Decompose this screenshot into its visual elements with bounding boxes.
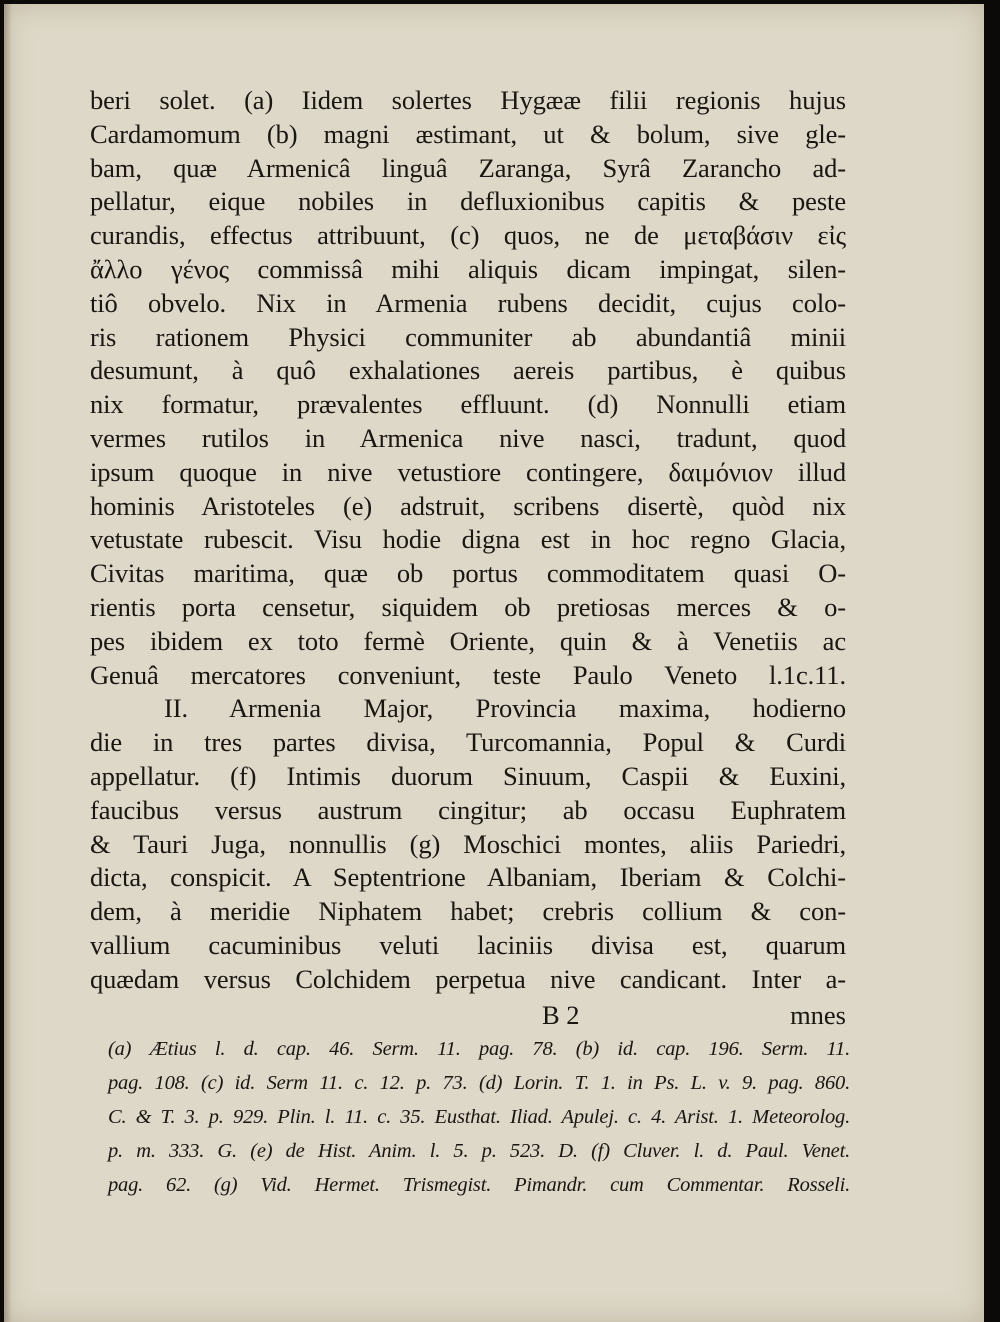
footnote-line: pag. 108. (c) id. Serm 11. c. 12. p. 73. (d) Lorin. T. 1. in Ps. L. v. 9. pag. 860. [108, 1072, 850, 1094]
text-line: faucibus versus austrum cingitur; ab occasu Euphratem [90, 794, 846, 825]
section-heading-line: II. Armenia Major, Provincia maxima, hodierno [164, 693, 846, 724]
text-line: hominis Aristoteles (e) adstruit, scribens disertè, quòd nix [90, 490, 846, 521]
text-line: vermes rutilos in Armenica nive nasci, tradunt, quod [90, 422, 846, 453]
text-line: tiô obvelo. Nix in Armenia rubens decidit, cujus colo- [90, 287, 846, 318]
text-line: Genuâ mercatores conveniunt, teste Paulo Veneto l.1c.11. [90, 659, 846, 690]
text-line: Civitas maritima, quæ ob portus commoditatem quasi O- [90, 558, 846, 589]
text-line: ἄλλο γένος commissâ mihi aliquis dicam impingat, silen- [90, 253, 846, 284]
text-line: beri solet. (a) Iidem solertes Hygææ filii regionis hujus [90, 85, 846, 115]
footnotes [108, 1032, 850, 1202]
text-line: curandis, effectus attribuunt, (c) quos, ne de μεταβάσιν εἰς [90, 220, 846, 251]
text-line: bam, quæ Armenicâ linguâ Zaranga, Syrâ Zarancho ad- [90, 152, 846, 183]
book-page [4, 4, 984, 1322]
text-line: appellatur. (f) Intimis duorum Sinuum, Caspii & Euxini, [90, 760, 846, 791]
text-line: vallium cacuminibus veluti laciniis divisa est, quarum [90, 929, 846, 960]
text-line: nix formatur, prævalentes effluunt. (d) Nonnulli etiam [90, 389, 846, 420]
text-line: die in tres partes divisa, Turcomannia, Popul & Curdi [90, 727, 846, 758]
main-text [90, 84, 846, 1033]
footnote-line: pag. 62. (g) Vid. Hermet. Trismegist. Pimandr. cum Commentar. Rosseli. [108, 1174, 850, 1196]
text-line: vetustate rubescit. Visu hodie digna est in hoc regno Glacia, [90, 524, 846, 555]
footnote-line: (a) Ætius l. d. cap. 46. Serm. 11. pag. 78. (b) id. cap. 196. Serm. 11. [108, 1038, 850, 1060]
text-line: ipsum quoque in nive vetustiore contingere, δαιμόνιον illud [90, 456, 846, 487]
text-line: ris rationem Physici communiter ab abundantiâ minii [90, 321, 846, 352]
signature-mark: B 2 [542, 999, 580, 1030]
text-line: pellatur, eique nobiles in defluxionibus capitis & peste [90, 186, 846, 217]
text-line: dem, à meridie Niphatem habet; crebris collium & con- [90, 896, 846, 927]
catchword: mnes [790, 999, 846, 1030]
text-line: pes ibidem ex toto fermè Oriente, quin & à Venetiis ac [90, 625, 846, 656]
text-line: quædam versus Colchidem perpetua nive candicant. Inter a- [90, 963, 846, 994]
footnote-line: C. & T. 3. p. 929. Plin. l. 11. c. 35. Eusthat. Iliad. Apulej. c. 4. Arist. 1. Meteorolog. [108, 1106, 850, 1128]
text-line: dicta, conspicit. A Septentrione Albaniam, Iberiam & Colchi- [90, 862, 846, 893]
text-line: desumunt, à quô exhalationes aereis partibus, è quibus [90, 355, 846, 386]
footnote-line: p. m. 333. G. (e) de Hist. Anim. l. 5. p. 523. D. (f) Cluver. l. d. Paul. Venet. [108, 1140, 850, 1162]
text-line: Cardamomum (b) magni æstimant, ut & bolum, sive gle- [90, 118, 846, 149]
text-line: rientis porta censetur, siquidem ob pretiosas merces & o- [90, 591, 846, 622]
page-footer-line [90, 997, 846, 1033]
text-line: & Tauri Juga, nonnullis (g) Moschici montes, aliis Pariedri, [90, 828, 846, 859]
